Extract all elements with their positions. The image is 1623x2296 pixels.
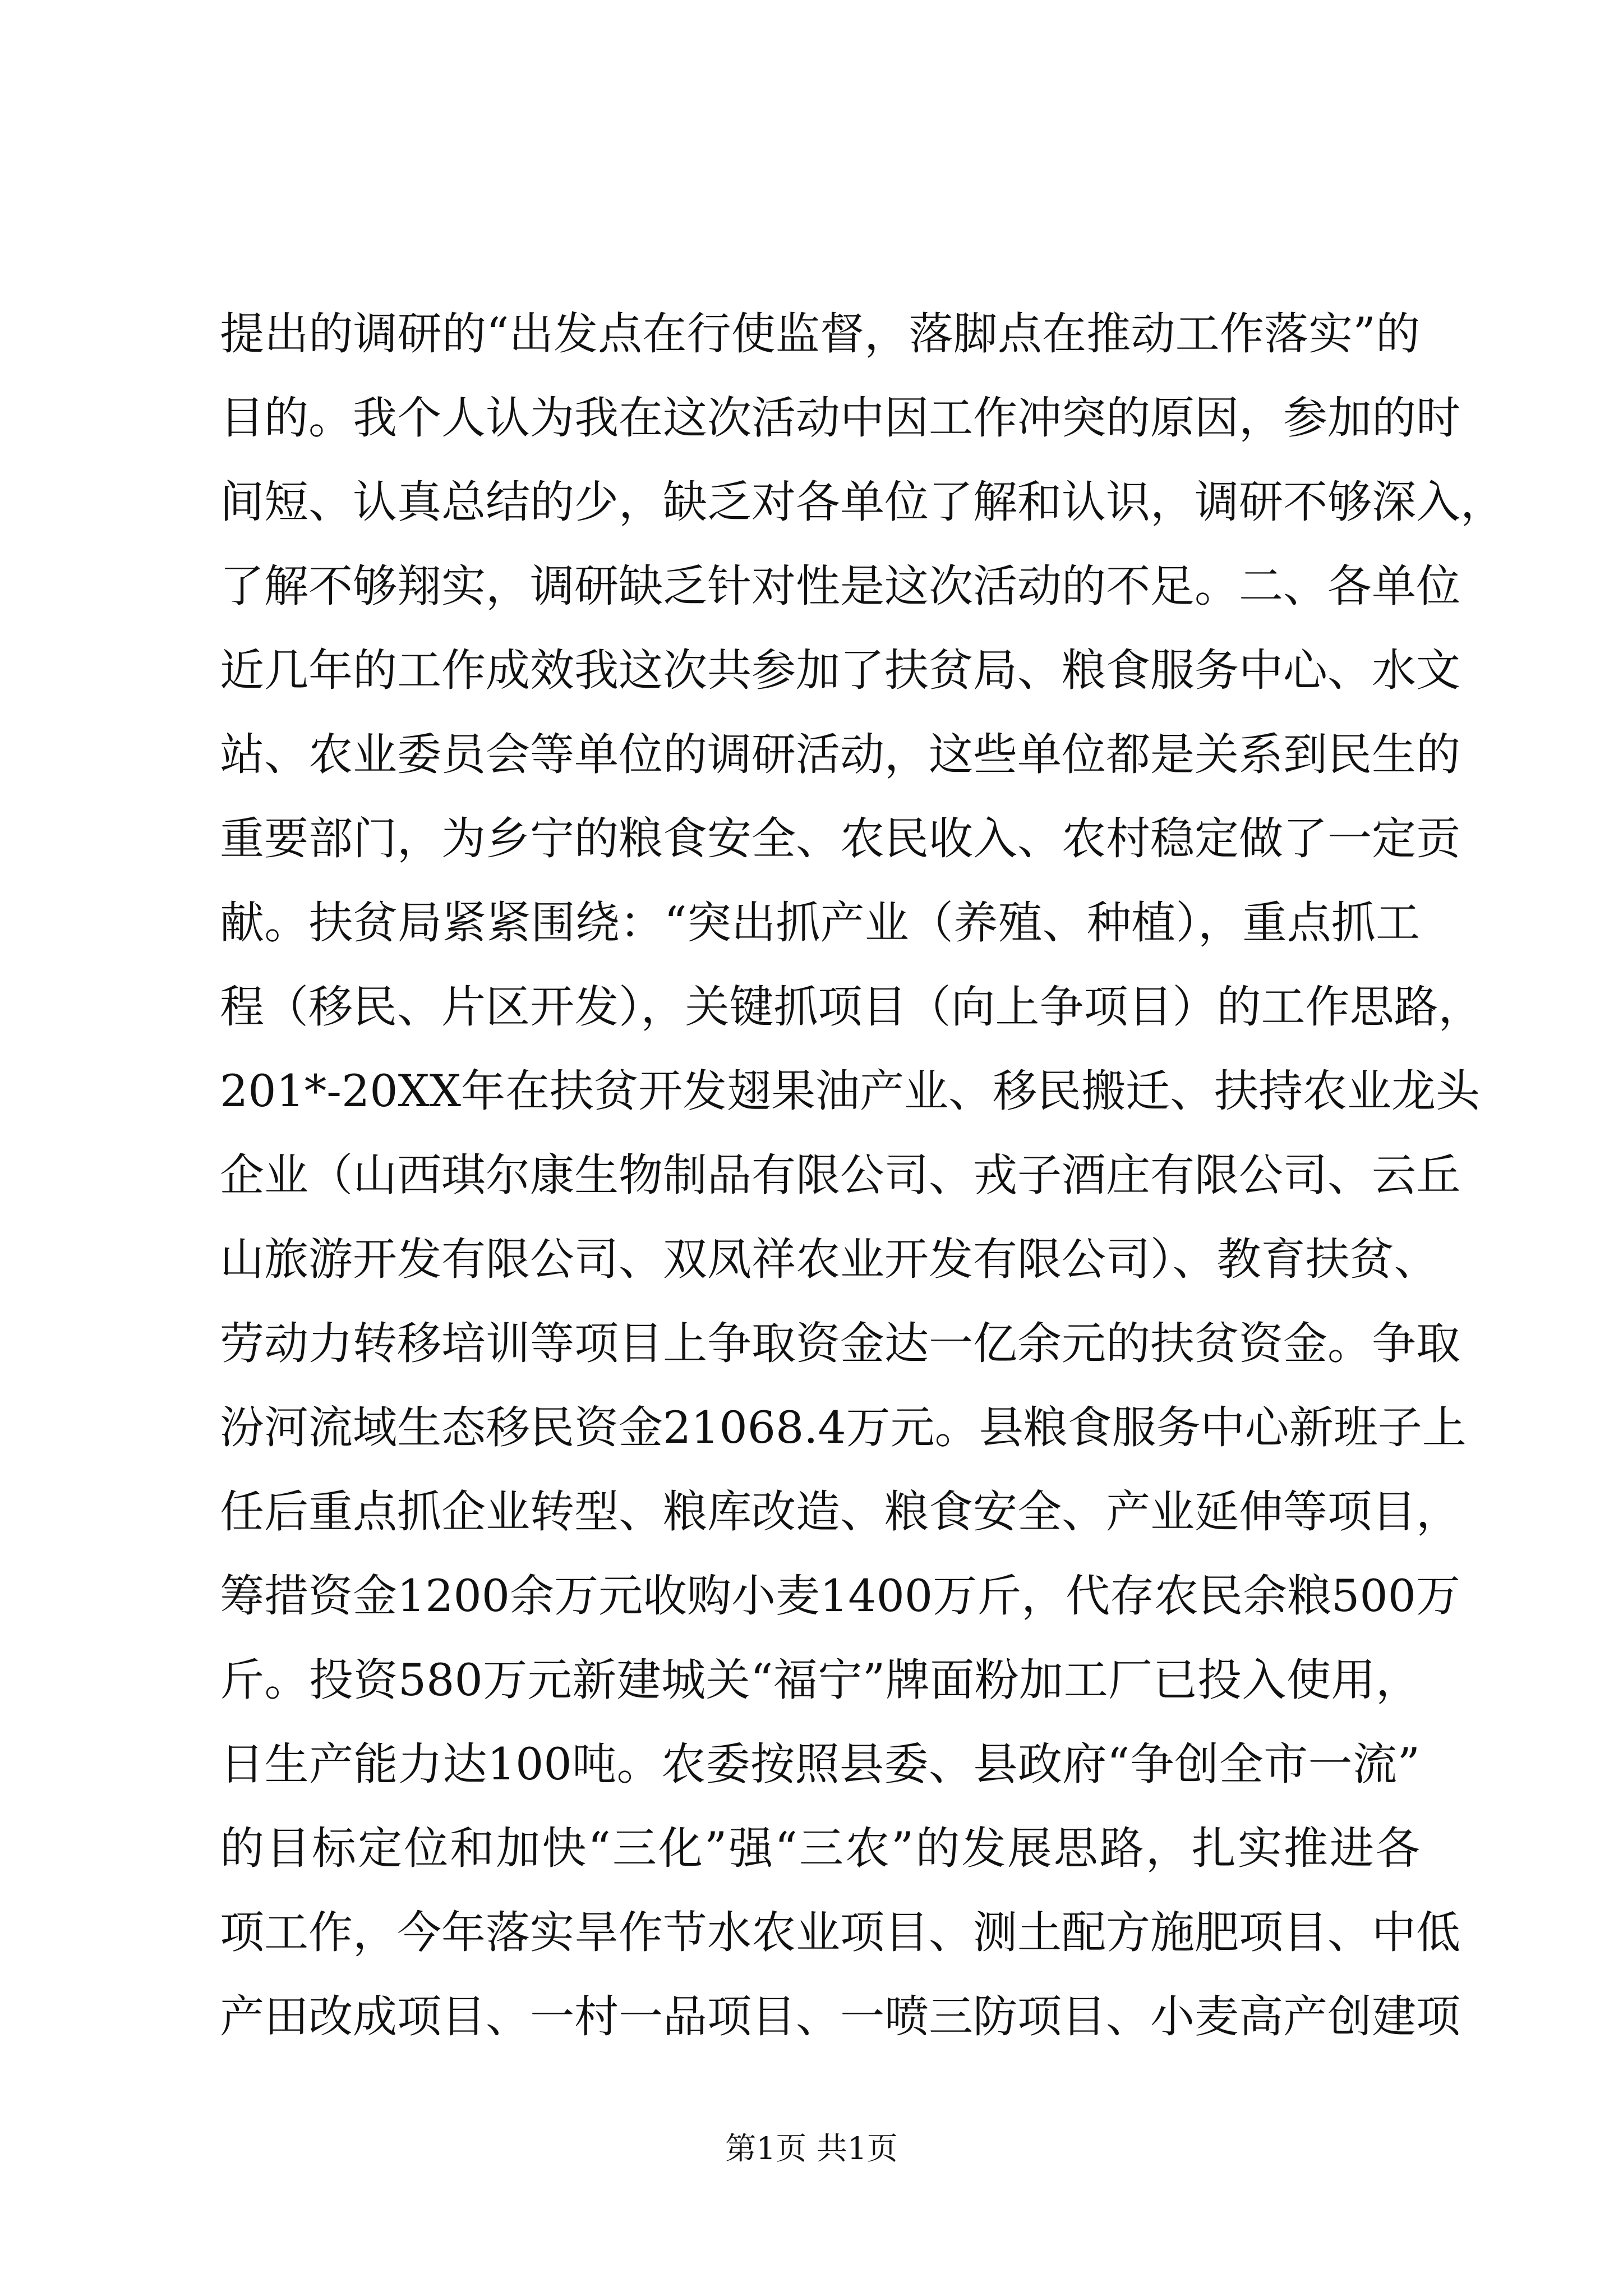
text-line: 企业（山西琪尔康生物制品有限公司、戎子酒庄有限公司、云丘 <box>220 1149 1460 1201</box>
text-line: 筹措资金1200余万元收购小麦1400万斤，代存农民余粮500万 <box>220 1570 1460 1622</box>
text-line: 山旅游开发有限公司、双凤祥农业开发有限公司）、教育扶贫、 <box>220 1234 1438 1285</box>
text-line: 产田改成项目、一村一品项目、一喷三防项目、小麦高产创建项 <box>220 1991 1460 2042</box>
text-line: 提出的调研的“出发点在行使监督，落脚点在推动工作落实”的 <box>220 308 1420 360</box>
text-line: 任后重点抓企业转型、粮库改造、粮食安全、产业延伸等项目， <box>220 1486 1460 1538</box>
text-line: 重要部门，为乡宁的粮食安全、农民收入、农村稳定做了一定贡 <box>220 813 1460 864</box>
text-line: 日生产能力达100吨。农委按照县委、县政府“争创全市一流” <box>220 1738 1420 1790</box>
text-line: 献。扶贫局紧紧围绕：“突出抓产业（养殖、种植），重点抓工 <box>220 897 1420 949</box>
text-line: 斤。投资580万元新建城关“福宁”牌面粉加工厂已投入使用， <box>220 1654 1420 1706</box>
text-line: 近几年的工作成效我这次共参加了扶贫局、粮食服务中心、水文 <box>220 645 1460 696</box>
text-line: 项工作，今年落实旱作节水农业项目、测土配方施肥项目、中低 <box>220 1907 1460 1958</box>
text-line: 201*-20XX年在扶贫开发翅果油产业、移民搬迁、扶持农业龙头 <box>220 1065 1480 1117</box>
text-line: 劳动力转移培训等项目上争取资金达一亿余元的扶贫资金。争取 <box>220 1318 1460 1369</box>
page-footer <box>0 2129 1623 2168</box>
text-line: 了解不够翔实，调研缺乏针对性是这次活动的不足。二、各单位 <box>220 560 1460 612</box>
text-line: 间短、认真总结的少，缺乏对各单位了解和认识，调研不够深入， <box>220 476 1505 528</box>
page-number: 第1页 共1页 <box>725 2131 898 2166</box>
text-line: 程（移民、片区开发），关键抓项目（向上争项目）的工作思路， <box>220 981 1483 1033</box>
body-text <box>220 292 1505 2059</box>
text-line: 站、农业委员会等单位的调研活动，这些单位都是关系到民生的 <box>220 729 1460 780</box>
text-line: 汾河流域生态移民资金21068.4万元。县粮食服务中心新班子上 <box>220 1402 1467 1453</box>
text-line: 目的。我个人认为我在这次活动中因工作冲突的原因，参加的时 <box>220 392 1460 444</box>
text-line: 的目标定位和加快“三化”强“三农”的发展思路，扎实推进各 <box>220 1823 1420 1874</box>
